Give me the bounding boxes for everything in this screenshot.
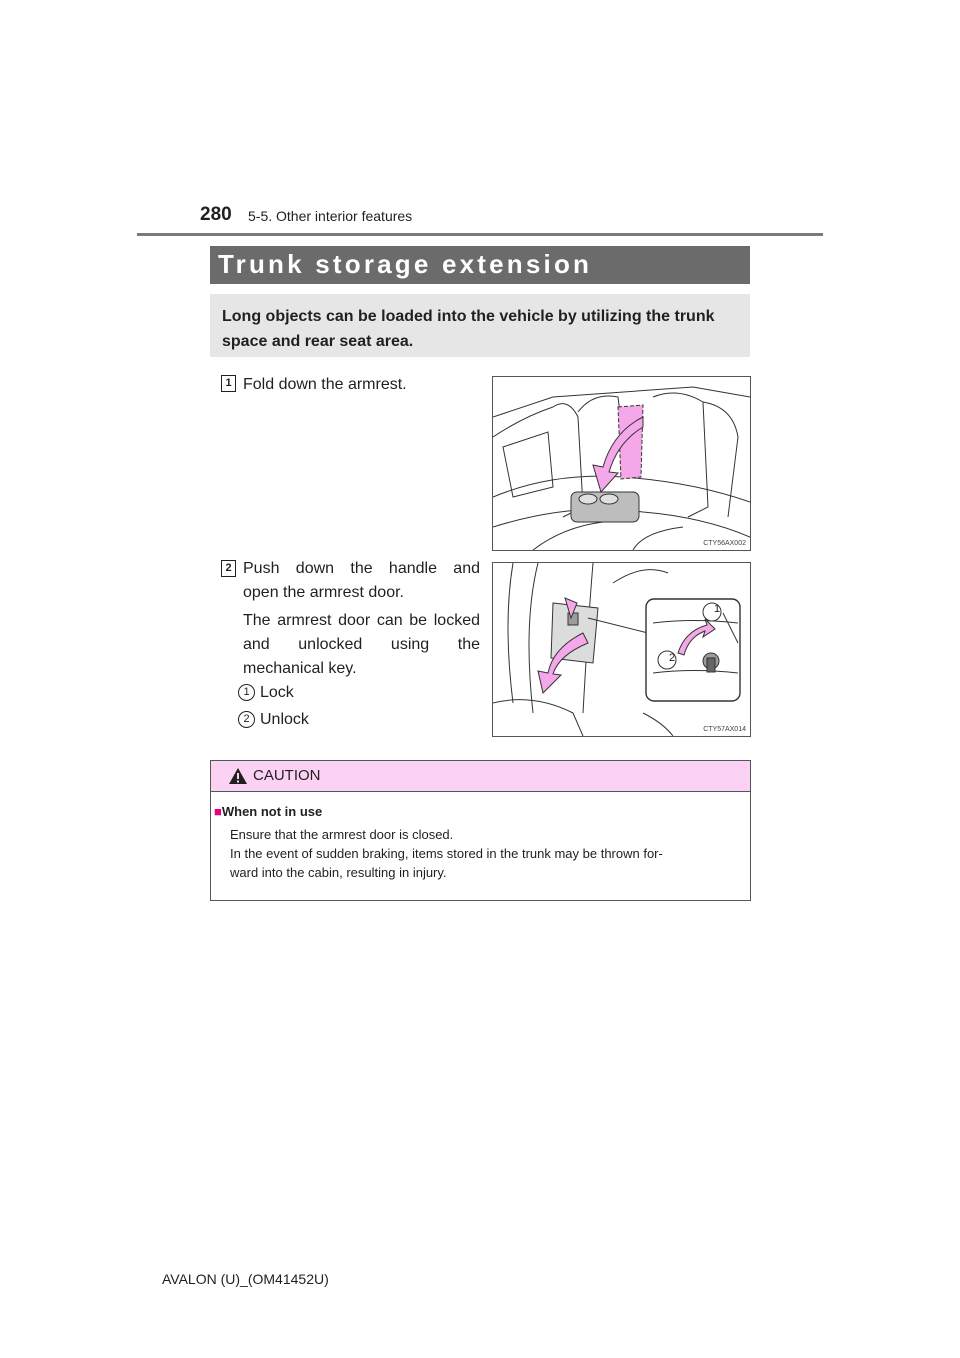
item-unlock-label: Unlock (260, 711, 309, 728)
door-handle (568, 613, 578, 625)
step-1-badge: 1 (221, 375, 236, 392)
caution-title: CAUTION (253, 767, 321, 784)
caution-line-3: ward into the cabin, resulting in injury. (230, 865, 447, 880)
step-2-note-line2: and unlocked using the (243, 636, 480, 653)
key-inset (646, 599, 740, 701)
item-lock-label: Lock (260, 684, 294, 701)
callout-2: 2 (669, 652, 676, 664)
footer-model: AVALON (U)_(OM41452U) (162, 1271, 329, 1287)
step-2-badge: 2 (221, 560, 236, 577)
step-2-text-line1: Push down the handle and (243, 560, 480, 577)
header-rule (137, 233, 823, 236)
caution-line-2: In the event of sudden braking, items stored in the trunk may be thrown for- (230, 846, 663, 861)
step-2-note-line1: The armrest door can be locked (243, 612, 480, 629)
caution-body (230, 825, 742, 882)
caution-line-1: Ensure that the armrest door is closed. (230, 827, 454, 842)
callout-1: 1 (714, 603, 721, 615)
figure-fold-armrest (492, 376, 751, 551)
page-title: Trunk storage extension (218, 249, 593, 279)
caution-subheading (214, 804, 322, 819)
page-number: 280 (200, 204, 232, 225)
figure-code: CTY56AX002 (703, 540, 746, 547)
armrest-door-illustration (493, 563, 750, 736)
warning-icon (228, 767, 248, 785)
step-2-note-line3: mechanical key. (243, 660, 357, 677)
caution-subheading-text: When not in use (221, 804, 323, 819)
item-1-number: 1 (238, 684, 255, 701)
intro-text: Long objects can be loaded into the vehicle by utilizing the trunk space and rear seat area. (222, 308, 715, 350)
bullet-square-icon: ■ (214, 804, 222, 819)
step-1-text: Fold down the armrest. (243, 376, 407, 393)
item-2-number: 2 (238, 711, 255, 728)
figure-armrest-door (492, 562, 751, 737)
armrest (571, 492, 639, 522)
figure-code: CTY57AX014 (703, 726, 746, 733)
section-title: 5-5. Other interior features (248, 208, 413, 224)
step-2-text-line2: open the armrest door. (243, 584, 404, 601)
rear-seat-illustration (493, 377, 750, 550)
